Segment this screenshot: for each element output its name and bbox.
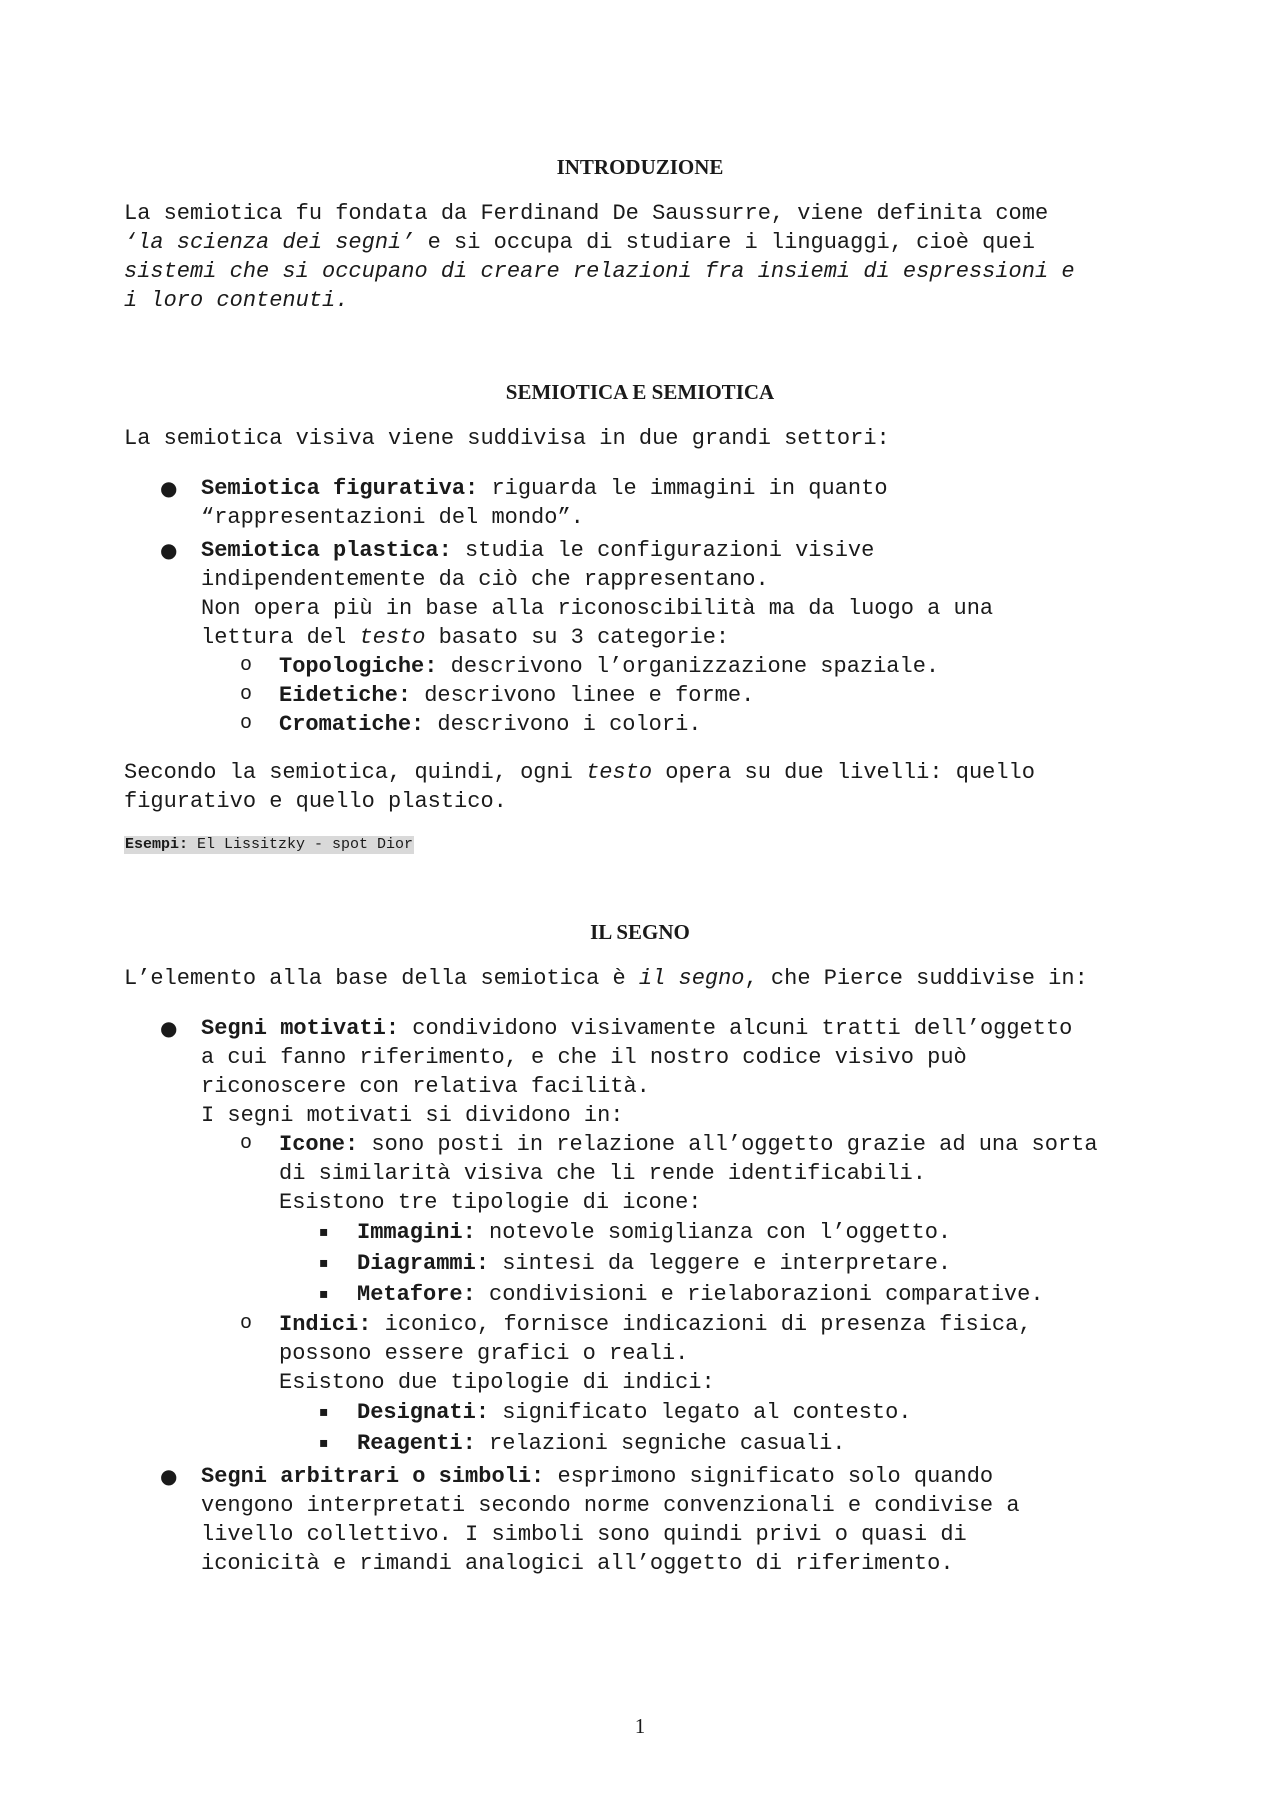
- segno-lead-a: L’elemento alla base della semiotica è: [124, 966, 639, 991]
- metafore-text: condivisioni e rielaborazioni comparative.: [475, 1282, 1044, 1307]
- figurativa-text-2: “rappresentazioni del mondo”.: [201, 505, 584, 530]
- term-figurativa: Semiotica figurativa:: [201, 476, 479, 501]
- category-cromatiche: [279, 714, 701, 736]
- arbitrari-text-3: livello collettivo. I simboli sono quindi privi o quasi di: [201, 1522, 967, 1547]
- term-topologiche: Topologiche:: [279, 654, 438, 679]
- diagrammi-text: sintesi da leggere e interpretare.: [489, 1251, 952, 1276]
- motivati-text-3: riconoscere con relativa facilità.: [201, 1074, 650, 1099]
- square-bullet-icon: ▪: [319, 1404, 329, 1420]
- arbitrari-text: esprimono significato solo quando: [544, 1464, 994, 1489]
- esempi-text: El Lissitzky - spot Dior: [188, 836, 414, 853]
- indici-text-2: possono essere grafici o reali.: [279, 1341, 689, 1366]
- esempi-note: [124, 836, 414, 854]
- section-heading-segno: IL SEGNO: [590, 920, 690, 944]
- intro-line-1: La semiotica fu fondata da Ferdinand De Saussurre, viene definita come: [124, 201, 1049, 226]
- square-bullet-icon: ▪: [319, 1435, 329, 1451]
- indici-text-3: Esistono due tipologie di indici:: [279, 1370, 715, 1395]
- category-topologiche: [279, 656, 939, 678]
- term-designati: Designati:: [357, 1400, 490, 1425]
- intro-line-4: i loro contenuti.: [124, 288, 349, 313]
- term-eidetiche: Eidetiche:: [279, 683, 412, 708]
- bullet-icon: ●: [160, 1016, 178, 1040]
- circle-bullet-icon: o: [240, 1312, 253, 1335]
- list-item-motivati: [201, 1018, 1072, 1040]
- circle-bullet-icon: o: [240, 654, 253, 677]
- semiotica-lead: La semiotica visiva viene suddivisa in due grandi settori:: [124, 426, 890, 451]
- index-type-designati: [357, 1402, 912, 1424]
- page-number: 1: [634, 1714, 646, 1738]
- square-bullet-icon: ▪: [319, 1224, 329, 1240]
- intro-line-2: [124, 232, 1035, 254]
- conclusion-line-1: [124, 762, 1035, 784]
- conclusion-1c: opera su due livelli: quello: [652, 760, 1035, 785]
- term-indici: Indici:: [279, 1312, 372, 1337]
- plastica-text: studia le configurazioni visive: [451, 538, 875, 563]
- list-item-figurativa: [201, 478, 888, 500]
- term-motivati: Segni motivati:: [201, 1016, 400, 1041]
- icone-text: sono posti in relazione all’oggetto grazie ad una sorta: [358, 1132, 1098, 1157]
- eidetiche-text: descrivono linee e forme.: [411, 683, 755, 708]
- section-heading-semiotica: SEMIOTICA E SEMIOTICA: [505, 380, 775, 404]
- icone-text-2: di similarità visiva che li rende identificabili.: [279, 1161, 926, 1186]
- list-item-plastica: [201, 540, 874, 562]
- motivati-text-2: a cui fanno riferimento, e che il nostro codice visivo può: [201, 1045, 967, 1070]
- term-icone: Icone:: [279, 1132, 359, 1157]
- section-heading-introduzione: INTRODUZIONE: [556, 155, 724, 179]
- term-il-segno: il segno: [638, 966, 745, 991]
- term-cromatiche: Cromatiche:: [279, 712, 425, 737]
- plastica-text-4: [201, 627, 729, 649]
- term-testo: testo: [359, 625, 426, 650]
- plastica-text-4a: lettura del: [201, 625, 360, 650]
- circle-bullet-icon: o: [240, 1132, 253, 1155]
- segno-lead: [124, 968, 1088, 990]
- term-immagini: Immagini:: [357, 1220, 476, 1245]
- plastica-text-4c: basato su 3 categorie:: [425, 625, 730, 650]
- circle-bullet-icon: o: [240, 712, 253, 735]
- list-item-arbitrari: [201, 1466, 993, 1488]
- motivati-text-4: I segni motivati si dividono in:: [201, 1103, 624, 1128]
- motivati-text: condividono visivamente alcuni tratti dell’oggetto: [399, 1016, 1073, 1041]
- icon-type-immagini: [357, 1222, 951, 1244]
- icone-text-3: Esistono tre tipologie di icone:: [279, 1190, 702, 1215]
- arbitrari-text-4: iconicità e rimandi analogici all’oggetto di riferimento.: [201, 1551, 954, 1576]
- term-metafore: Metafore:: [357, 1282, 476, 1307]
- reagenti-text: relazioni segniche casuali.: [475, 1431, 846, 1456]
- bullet-icon: ●: [160, 538, 178, 562]
- conclusion-line-2: figurativo e quello plastico.: [124, 789, 507, 814]
- list-item-icone: [279, 1134, 1098, 1156]
- list-item-indici: [279, 1314, 1032, 1336]
- bullet-icon: ●: [160, 476, 178, 500]
- indici-text: iconico, fornisce indicazioni di presenza fisica,: [371, 1312, 1032, 1337]
- esempi-label: Esempi:: [125, 836, 189, 853]
- term-reagenti: Reagenti:: [357, 1431, 476, 1456]
- term-plastica: Semiotica plastica:: [201, 538, 452, 563]
- plastica-text-2: indipendentemente da ciò che rappresentano.: [201, 567, 769, 592]
- category-eidetiche: [279, 685, 754, 707]
- square-bullet-icon: ▪: [319, 1286, 329, 1302]
- plastica-text-3: Non opera più in base alla riconoscibilità ma da luogo a una: [201, 596, 994, 621]
- immagini-text: notevole somiglianza con l’oggetto.: [475, 1220, 952, 1245]
- icon-type-metafore: [357, 1284, 1044, 1306]
- bullet-icon: ●: [160, 1464, 178, 1488]
- icon-type-diagrammi: [357, 1253, 951, 1275]
- arbitrari-text-2: vengono interpretati secondo norme convenzionali e condivise a: [201, 1493, 1020, 1518]
- term-testo-2: testo: [586, 760, 653, 785]
- designati-text: significato legato al contesto.: [489, 1400, 912, 1425]
- conclusion-1a: Secondo la semiotica, quindi, ogni: [124, 760, 587, 785]
- term-diagrammi: Diagrammi:: [357, 1251, 490, 1276]
- topologiche-text: descrivono l’organizzazione spaziale.: [437, 654, 940, 679]
- intro-line-3: sistemi che si occupano di creare relazioni fra insiemi di espressioni e: [124, 259, 1075, 284]
- index-type-reagenti: [357, 1433, 846, 1455]
- figurativa-text: riguarda le immagini in quanto: [478, 476, 888, 501]
- intro-definition: ‘la scienza dei segni’: [124, 230, 415, 255]
- circle-bullet-icon: o: [240, 683, 253, 706]
- term-arbitrari: Segni arbitrari o simboli:: [201, 1464, 545, 1489]
- square-bullet-icon: ▪: [319, 1255, 329, 1271]
- segno-lead-c: , che Pierce suddivise in:: [744, 966, 1088, 991]
- intro-line-2-rest: e si occupa di studiare i linguaggi, cioè quei: [414, 230, 1035, 255]
- cromatiche-text: descrivono i colori.: [424, 712, 702, 737]
